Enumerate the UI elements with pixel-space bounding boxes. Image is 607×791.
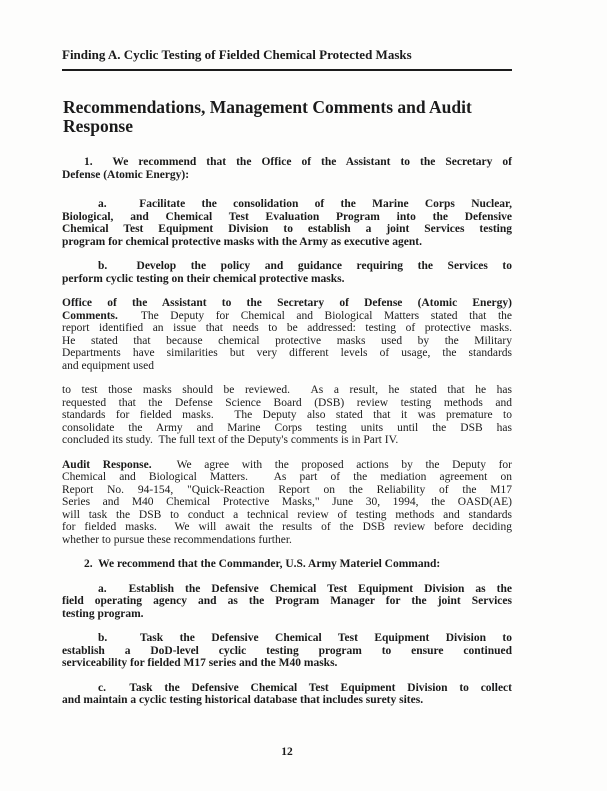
text-line <box>62 347 512 360</box>
text-line <box>62 694 512 707</box>
text-line <box>62 608 512 621</box>
text-run: Departments have similarities but very different levels of usage, the standards <box>62 347 512 359</box>
text-line <box>62 273 512 286</box>
text-line <box>62 322 512 335</box>
recommendation-2c <box>62 682 512 707</box>
text-line <box>62 595 512 608</box>
recommendation-1b <box>62 260 512 285</box>
text-line <box>62 335 512 348</box>
page-number: 12 <box>281 746 293 758</box>
text-run: report identified an issue that needs to be addressed: testing of protective masks. <box>62 322 512 334</box>
text-line <box>62 682 512 695</box>
recommendation-2 <box>62 558 512 571</box>
text-line <box>62 657 512 670</box>
text-line <box>62 534 512 547</box>
audit-response <box>62 459 512 547</box>
text-run: Chemical and Biological Matters. As part of the mediation agreement on <box>62 471 512 483</box>
bold-text-run: and maintain a cyclic testing historical database that includes surety sites. <box>62 694 424 706</box>
text-line <box>62 496 512 509</box>
text-line <box>62 434 512 447</box>
text-run: whether to pursue these recommendations further. <box>62 533 292 546</box>
text-line <box>62 260 512 273</box>
bold-text-run: Chemical Test Equipment Division to establish a joint Services testing <box>62 223 512 235</box>
oasd-comments <box>62 297 512 372</box>
bold-text-run: program for chemical protective masks with the Army as executive agent. <box>62 235 422 248</box>
text-line <box>62 422 512 435</box>
text-line <box>62 236 512 249</box>
recommendation-2a <box>62 583 512 621</box>
bold-text-run: Comments. <box>62 309 118 322</box>
bold-text-run: Office of the Assistant to the Secretary of Defense (Atomic Energy) <box>62 297 512 309</box>
text-line <box>62 583 512 596</box>
text-line <box>62 558 512 571</box>
body-paragraphs <box>62 156 512 719</box>
text-line <box>62 632 512 645</box>
text-run: The Deputy for Chemical and Biological Matters stated that the <box>117 309 512 322</box>
bold-text-run: b. Task the Defensive Chemical Test Equipment Division to <box>98 632 512 644</box>
recommendation-1 <box>62 156 512 181</box>
text-run: consolidate the Army and Marine Corps testing units until the DSB has <box>62 421 512 434</box>
text-line <box>62 310 512 323</box>
text-run: will task the DSB to conduct a technical review of testing methods and standards <box>62 508 512 521</box>
recommendation-2b <box>62 632 512 670</box>
text-line <box>62 198 512 211</box>
text-run: Report No. 94-154, "Quick-Reaction Report on the Reliability of the M17 <box>62 483 512 496</box>
oasd-comments-continued <box>62 384 512 447</box>
text-line <box>62 459 512 472</box>
text-line <box>62 645 512 658</box>
header-rule <box>62 69 512 71</box>
text-run: and equipment used <box>62 359 154 372</box>
text-line <box>62 471 512 484</box>
text-line <box>62 509 512 522</box>
bold-text-run: a. Facilitate the consolidation of the Marine Corps Nuclear, <box>98 198 512 210</box>
bold-text-run: 2. We recommend that the Commander, U.S. Army Materiel Command: <box>84 558 441 570</box>
text-run: He stated that because chemical protective masks used by the Military <box>62 334 512 347</box>
text-run: requested that the Defense Science Board (DSB) review testing methods and <box>62 396 512 409</box>
bold-text-run: perform cyclic testing on their chemical protective masks. <box>62 272 345 285</box>
bold-text-run: a. Establish the Defensive Chemical Test Equipment Division as the <box>98 582 512 595</box>
text-line <box>62 384 512 397</box>
recommendation-1a <box>62 198 512 248</box>
bold-text-run: testing program. <box>62 607 144 620</box>
bold-text-run: c. Task the Defensive Chemical Test Equipment Division to collect <box>98 681 512 694</box>
bold-text-run: establish a DoD-level cyclic testing program to ensure continued <box>62 644 512 657</box>
section-title: Recommendations, Management Comments and Audit Response <box>63 97 472 136</box>
text-line <box>62 397 512 410</box>
bold-text-run: Audit Response. <box>62 458 152 471</box>
text-run: for fielded masks. We will await the results of the DSB review before deciding <box>62 521 512 533</box>
bold-text-run: field operating agency and as the Program Manager for the joint Services <box>62 595 512 607</box>
text-line <box>62 484 512 497</box>
text-line <box>62 169 512 182</box>
text-run: We agree with the proposed actions by the Deputy for <box>151 458 512 471</box>
text-line <box>62 223 512 236</box>
bold-text-run: Defense (Atomic Energy): <box>62 168 190 181</box>
text-line <box>62 297 512 310</box>
text-run: to test those masks should be reviewed. As a result, he stated that he has <box>62 384 512 396</box>
text-run: concluded its study. The full text of the Deputy's comments is in Part IV. <box>62 434 399 446</box>
text-run: Series and M40 Chemical Protective Masks," June 30, 1994, the OASD(AE) <box>62 496 512 508</box>
bold-text-run: 1. We recommend that the Office of the Assistant to the Secretary of <box>84 156 512 168</box>
text-run: standards for fielded masks. The Deputy also stated that it was premature to <box>62 409 512 421</box>
running-header: Finding A. Cyclic Testing of Fielded Chemical Protected Masks <box>62 47 412 62</box>
bold-text-run: serviceability for fielded M17 series and the M40 masks. <box>62 657 338 669</box>
text-line <box>62 156 512 169</box>
bold-text-run: b. Develop the policy and guidance requiring the Services to <box>98 260 512 272</box>
text-line <box>62 409 512 422</box>
text-line <box>62 211 512 224</box>
text-line <box>62 521 512 534</box>
bold-text-run: Biological, and Chemical Test Evaluation Program into the Defensive <box>62 210 512 223</box>
text-line <box>62 360 512 373</box>
